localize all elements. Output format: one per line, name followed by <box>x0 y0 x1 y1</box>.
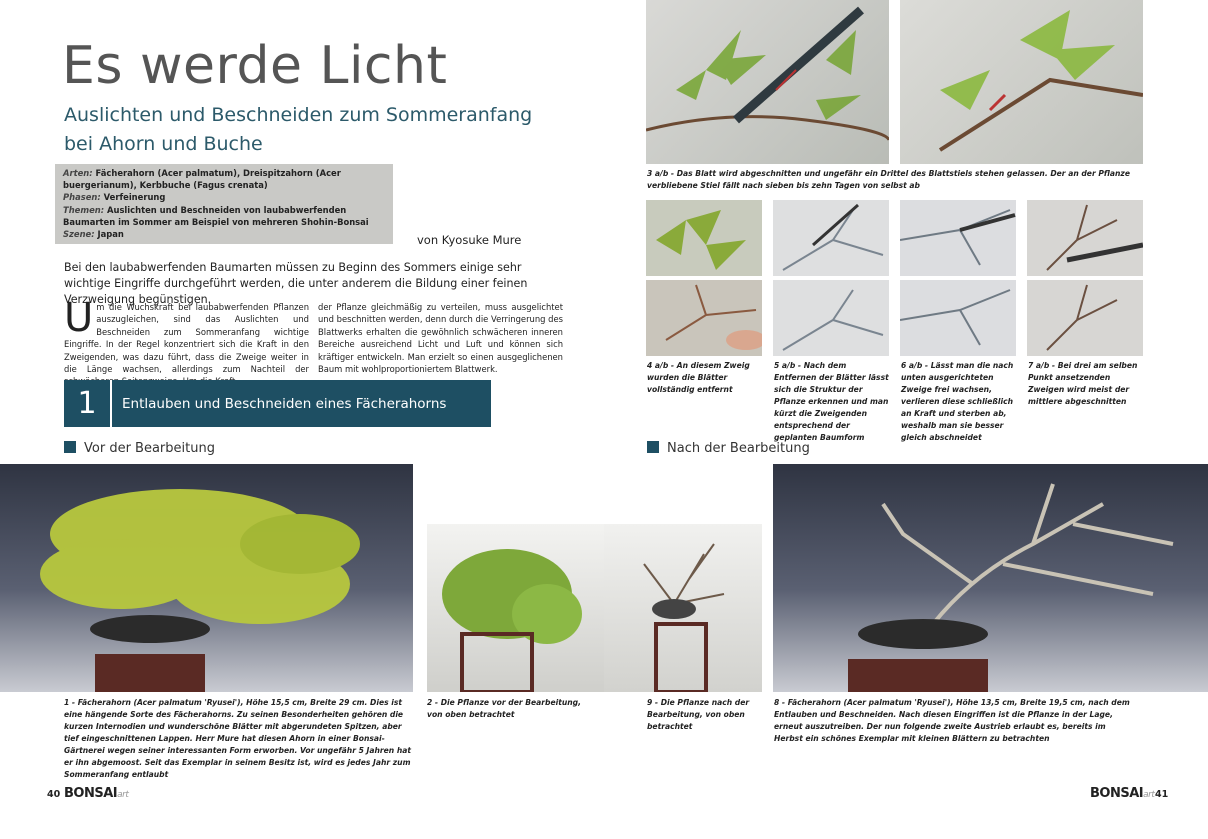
author-line: von Kyosuke Mure <box>417 233 522 247</box>
photo-4b <box>646 280 762 356</box>
caption-2: 2 - Die Pflanze vor der Bearbeitung, von oben betrachtet <box>427 698 581 719</box>
photo-5b <box>773 280 889 356</box>
photo-7a <box>1027 200 1143 276</box>
photo-3a <box>646 0 889 164</box>
info-row: Themen: Auslichten und Beschneiden von laubabwerfenden Baumarten im Sommer am Beispiel von mehreren Shohin-Bonsai <box>63 204 369 227</box>
page-number-right: 41 <box>1155 789 1169 800</box>
caption-3: 3 a/b - Das Blatt wird abgeschnitten und ungefähr ein Drittel des Blattstiels stehen gelassen. Der an der Pflanze verbliebene Stiel fällt nach sieben bis zehn Tagen von selbst ab <box>647 169 1130 190</box>
section-title: Entlauben und Beschneiden eines Fächerahorns <box>122 396 447 412</box>
info-row: Phasen: Verfeinerung <box>63 192 166 203</box>
intro-paragraph: Bei den laubabwerfenden Baumarten müssen zu Beginn des Sommers einige sehr wichtige Eingriffe durchgeführt werden, die unter anderem die Bildung einer feinen Verzweigung begünstigen. <box>64 261 528 306</box>
leaf-cut-illustration-icon <box>900 0 1143 164</box>
body-column-1: Um die Wuchskraft bei laubabwerfenden Pflanzen auszugleichen, sind das Auslichten und Beschneiden zum Sommeranfang wichtige Eingriffe. In der Regel konzentriert sich die Kraft in den Zweigenden, was dazu führt, dass die Zweige weiter in die Länge wachsen, allerdings zum Nachteil der <box>64 295 309 375</box>
photo-6b <box>900 280 1016 356</box>
branch-icon <box>1027 200 1143 276</box>
magazine-logo: BONSAIart <box>1090 786 1155 801</box>
square-bullet-icon <box>64 441 76 453</box>
branch-icon <box>900 200 1016 276</box>
caption-4: 4 a/b - An diesem Zweig wurden die Blätter vollständig entfernt <box>647 361 750 394</box>
photo-1-before <box>0 464 413 692</box>
info-row: Szene: Japan <box>63 229 124 240</box>
bonsai-tree-icon <box>773 464 1208 692</box>
article-subtitle: Auslichten und Beschneiden zum Sommeranfang bei Ahorn und Buche <box>64 104 533 155</box>
body-column-2: der Pflanze gleichmäßig zu verteilen, muss ausgelichtet und beschnitten werden, denn durch die Verringerung des Blattwerks erhalten die gewöhnlich schwächeren inneren Bereiche ausreichend Licht und Luft und können sich kräftiger entwickeln. Man erzielt so einen ausgeglichenen Baum mit wohlproportioniertem Blattwerk. <box>318 302 563 375</box>
caption-1: 1 - Fächerahorn (Acer palmatum 'Ryusei'), Höhe 15,5 cm, Breite 29 cm. Dies ist eine hängende Sorte des Fächerahorns. Zu seinen Besonderheiten gehören die kurzen Internodien und wunderschöne Blätter mit abgerundeten Spitzen, aber tief eingeschnittenen Lappen. Herr Mure hat diesen Ahorn in einer Bonsai-Gärtnerei wegen seiner interessanten Form erworben. Vor ungefähr 5 Jahren hat er ihn abgemoost. Seit das Exemplar in seinem Besitz ist, wird es jedes Jahr zum Sommeranfang entlaubt <box>64 698 411 779</box>
caption-6: 6 a/b - Lässt man die nach unten ausgerichteten Zweige frei wachsen, verlieren diese schließlich an Kraft und sterben ab, weshalb man sie besser gleich abschneidet <box>901 361 1014 442</box>
page-number-left: 40 <box>47 789 61 800</box>
photo-5a <box>773 200 889 276</box>
article-title: Es werde Licht <box>62 36 448 96</box>
caption-5: 5 a/b - Nach dem Entfernen der Blätter lässt sich die Struktur der Pflanze erkennen und man kürzt die Zweigenden entsprechend der geplanten Baumform <box>774 361 889 442</box>
photo-3b <box>900 0 1143 164</box>
caption-8: 8 - Fächerahorn (Acer palmatum 'Ryusei'), Höhe 13,5 cm, Breite 19,5 cm, nach dem Entlauben und Beschneiden. Nach diesen Eingriffen ist die Pflanze in der Lage, erneut auszutreiben. Der nun folgende zweite Austrieb erlaubt es, bereits im Herbst ein schönes Exemplar mit kleinen Blättern zu betrachten <box>774 698 1130 743</box>
info-box <box>55 164 393 244</box>
bonsai-tree-icon <box>427 524 604 692</box>
photo-9-top-view-after <box>604 524 762 692</box>
info-row: Arten: Fächerahorn (Acer palmatum), Dreispitzahorn (Acer buergerianum), Kerbbuche (Fagus crenata) <box>63 168 341 191</box>
photo-8-after <box>773 464 1208 692</box>
caption-7: 7 a/b - Bei drei am selben Punkt ansetzenden Zweigen wird meist der mittlere abgeschnitten <box>1028 361 1138 406</box>
branch-icon <box>773 200 889 276</box>
square-bullet-icon <box>647 441 659 453</box>
branch-icon <box>900 280 1016 356</box>
bonsai-tree-icon <box>0 464 413 692</box>
section-banner <box>64 380 491 427</box>
leaf-cut-illustration-icon <box>646 0 889 164</box>
photo-6a <box>900 200 1016 276</box>
after-heading: Nach der Bearbeitung <box>647 441 810 456</box>
section-number: 1 <box>64 380 112 427</box>
branch-icon <box>646 280 762 356</box>
magazine-logo: BONSAIart <box>64 786 129 801</box>
bonsai-tree-icon <box>604 524 762 692</box>
photo-4a <box>646 200 762 276</box>
photo-7b <box>1027 280 1143 356</box>
branch-icon <box>773 280 889 356</box>
caption-9: 9 - Die Pflanze nach der Bearbeitung, von oben betrachtet <box>647 698 750 731</box>
drop-cap: U <box>64 295 94 341</box>
branch-icon <box>1027 280 1143 356</box>
before-heading: Vor der Bearbeitung <box>64 441 215 456</box>
maple-leaves-icon <box>646 200 762 276</box>
photo-2-top-view-before <box>427 524 604 692</box>
